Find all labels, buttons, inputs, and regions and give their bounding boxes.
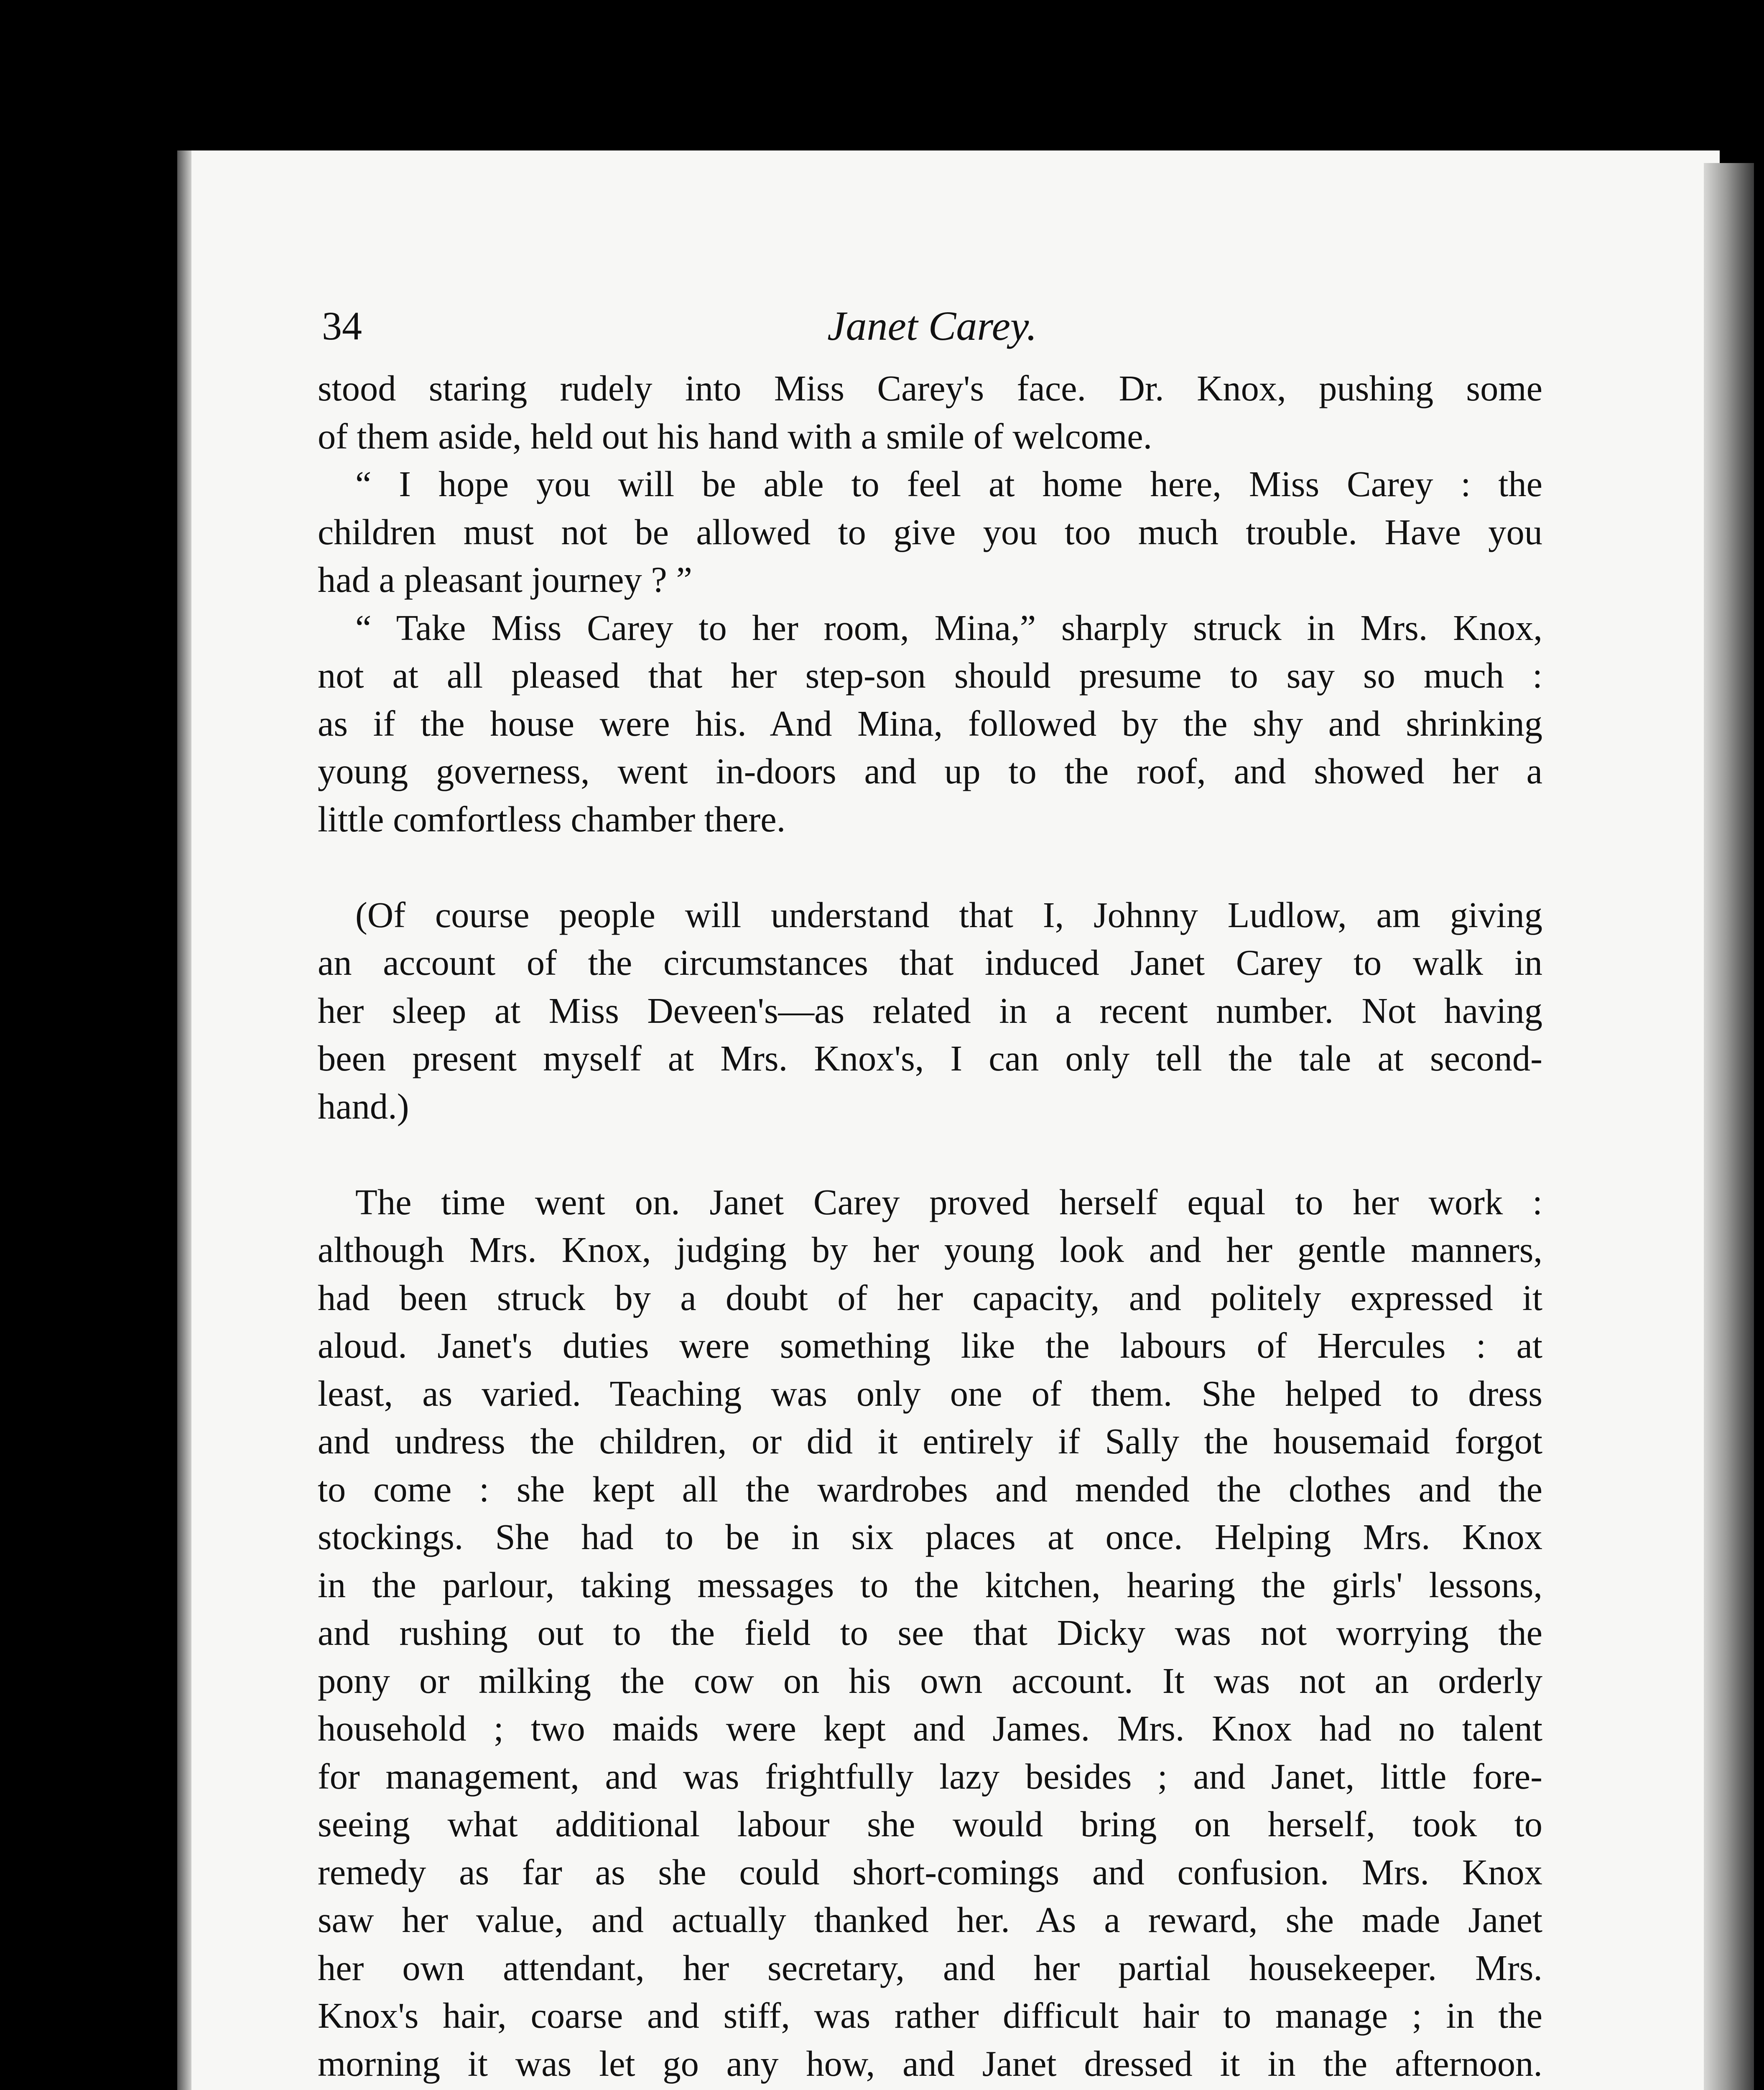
text-line: children must not be allowed to give you too much trouble. Have you xyxy=(318,512,1542,552)
text-line: as if the house were his. And Mina, followed by the shy and shrinking xyxy=(318,703,1542,744)
running-title: Janet Carey. xyxy=(827,303,1037,349)
text-line: pony or milking the cow on his own account. It was not an orderly xyxy=(318,1660,1542,1701)
text-line: although Mrs. Knox, judging by her young look and her gentle manners, xyxy=(318,1230,1542,1270)
text-line: of them aside, held out his hand with a smile of welcome. xyxy=(318,416,1152,456)
text-line: stood staring rudely into Miss Carey's face. Dr. Knox, pushing some xyxy=(318,368,1542,408)
text-line: for management, and was frightfully lazy besides ; and Janet, little fore- xyxy=(318,1756,1542,1797)
text-line: least, as varied. Teaching was only one of them. She helped to dress xyxy=(318,1373,1542,1414)
paragraph-gap xyxy=(318,1130,1542,1178)
paragraph-gap xyxy=(318,843,1542,891)
text-line: seeing what additional labour she would bring on herself, took to xyxy=(318,1804,1542,1844)
text-line: been present myself at Mrs. Knox's, I can only tell the tale at second- xyxy=(318,1038,1542,1078)
text-line: in the parlour, taking messages to the kitchen, hearing the girls' lessons, xyxy=(318,1565,1542,1605)
page-gutter-shadow xyxy=(1704,163,1754,2090)
text-line: young governess, went in-doors and up to the roof, and showed her a xyxy=(318,751,1542,791)
text-line: an account of the circumstances that induced Janet Carey to walk in xyxy=(318,943,1542,983)
page-number: 34 xyxy=(322,303,362,348)
text-line: household ; two maids were kept and James. Mrs. Knox had no talent xyxy=(318,1708,1542,1748)
text-line: “ I hope you will be able to feel at home here, Miss Carey : the xyxy=(355,464,1542,504)
text-line: (Of course people will understand that I, Johnny Ludlow, am giving xyxy=(355,895,1542,935)
text-line: her sleep at Miss Deveen's—as related in a recent number. Not having xyxy=(318,990,1542,1031)
page-header xyxy=(322,293,1542,359)
text-line: aloud. Janet's duties were something like the labours of Hercules : at xyxy=(318,1325,1542,1366)
text-line: stockings. She had to be in six places at once. Helping Mrs. Knox xyxy=(318,1517,1542,1557)
text-line: “ Take Miss Carey to her room, Mina,” sharply struck in Mrs. Knox, xyxy=(355,607,1542,648)
text-line: had a pleasant journey ? ” xyxy=(318,560,692,600)
text-line: hand.) xyxy=(318,1086,409,1127)
text-line: saw her value, and actually thanked her. As a reward, she made Janet xyxy=(318,1900,1542,1940)
text-line: morning it was let go any how, and Janet dressed it in the afternoon. xyxy=(318,2043,1542,2084)
text-line: had been struck by a doubt of her capacity, and politely expressed it xyxy=(318,1277,1542,1318)
text-line: not at all pleased that her step-son should presume to say so much : xyxy=(318,655,1542,696)
text-line: little comfortless chamber there. xyxy=(318,799,786,839)
page-edge xyxy=(177,150,191,2090)
text-line: Knox's hair, coarse and stiff, was rather difficult hair to manage ; in the xyxy=(318,1996,1542,2036)
text-line: and rushing out to the field to see that Dicky was not worrying the xyxy=(318,1613,1542,1653)
text-line: remedy as far as she could short-comings and confusion. Mrs. Knox xyxy=(318,1852,1542,1892)
body-text xyxy=(318,364,1542,2090)
text-line xyxy=(318,2087,1542,2090)
text-line: and undress the children, or did it entirely if Sally the housemaid forgot xyxy=(318,1421,1542,1461)
text-line: The time went on. Janet Carey proved herself equal to her work : xyxy=(355,1182,1542,1222)
text-line: to come : she kept all the wardrobes and mended the clothes and the xyxy=(318,1469,1542,1509)
text-line: her own attendant, her secretary, and her partial housekeeper. Mrs. xyxy=(318,1947,1542,1988)
